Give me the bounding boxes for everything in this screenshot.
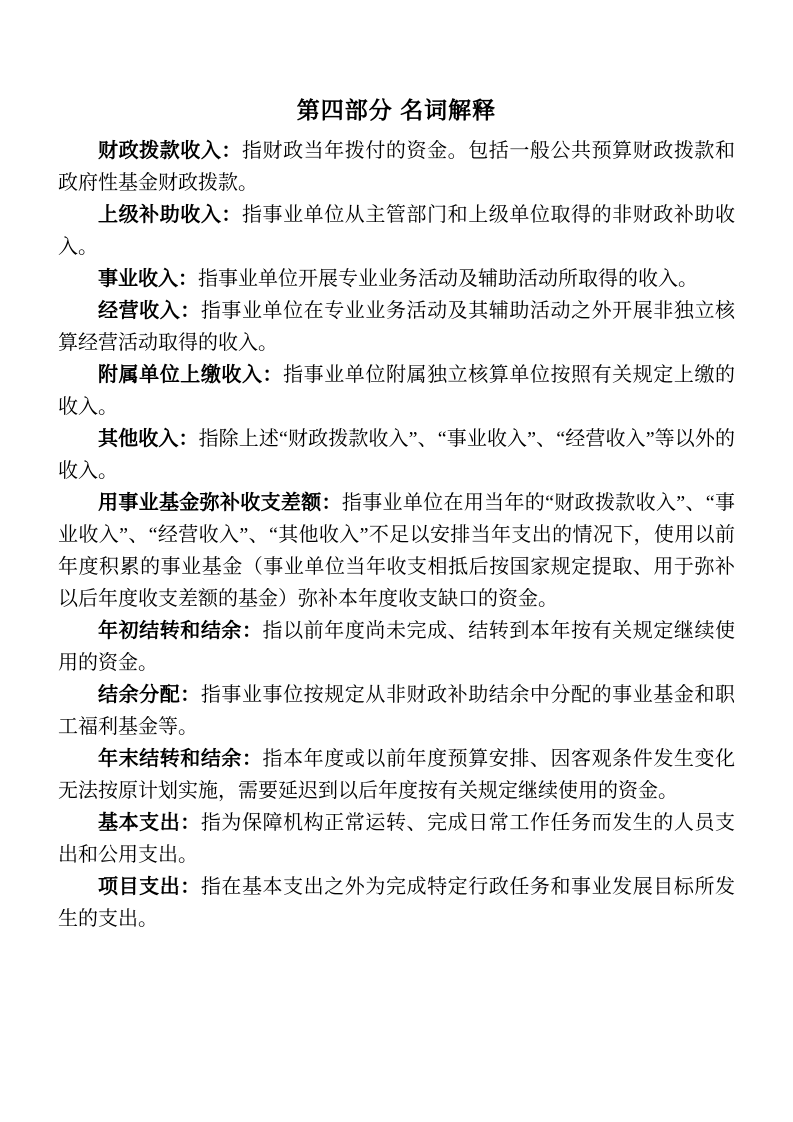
term-paragraph <box>58 743 735 807</box>
term-paragraph <box>58 615 735 679</box>
term-name: 年初结转和结余： <box>98 620 263 642</box>
term-definition: 指事业单位附属独立核算单位按照有关规定上缴的收入。 <box>58 364 736 418</box>
term-paragraph <box>58 807 735 871</box>
term-name: 事业收入： <box>98 268 198 290</box>
term-name: 财政拨款收入： <box>98 140 242 162</box>
term-paragraph <box>58 487 735 615</box>
term-definition: 指以前年度尚未完成、结转到本年按有关规定继续使用的资金。 <box>58 620 736 674</box>
term-definition: 指事业单位在用当年的“财政拨款收入”、“事业收入”、“经营收入”、“其他收入”不足以安排当年支出的情况下，使用以前年度积累的事业基金（事业单位当年收支相抵后按国家规定提取、用于弥补以后年度收支差额的基金）弥补本年度收支缺口的资金。 <box>58 492 735 610</box>
page-title: 第四部分 名词解释 <box>296 97 497 123</box>
term-name: 结余分配： <box>98 684 201 706</box>
term-paragraph <box>58 135 735 199</box>
term-name: 项目支出： <box>98 876 201 898</box>
term-definition: 指事业单位从主管部门和上级单位取得的非财政补助收入。 <box>58 204 736 258</box>
term-name: 其他收入： <box>98 428 199 450</box>
term-paragraph <box>58 295 735 359</box>
term-name: 基本支出： <box>98 812 201 834</box>
term-paragraph <box>58 199 735 263</box>
term-name: 经营收入： <box>98 300 201 322</box>
term-paragraph <box>58 871 735 935</box>
term-definition: 指为保障机构正常运转、完成日常工作任务而发生的人员支出和公用支出。 <box>58 812 736 866</box>
term-name: 上级补助收入： <box>98 204 242 226</box>
term-name: 用事业基金弥补收支差额： <box>98 492 342 514</box>
term-definition: 指在基本支出之外为完成特定行政任务和事业发展目标所发生的支出。 <box>58 876 736 930</box>
term-name: 附属单位上缴收入： <box>98 364 284 386</box>
term-paragraph <box>58 423 735 487</box>
term-paragraph <box>58 359 735 423</box>
term-paragraph <box>58 679 735 743</box>
term-definition: 指事业单位开展专业业务活动及辅助活动所取得的收入。 <box>198 268 698 290</box>
terms-list <box>58 135 735 935</box>
term-name: 年末结转和结余： <box>98 748 263 770</box>
term-definition: 指事业事位按规定从非财政补助结余中分配的事业基金和职工福利基金等。 <box>58 684 736 738</box>
term-paragraph <box>58 263 735 295</box>
term-definition: 指本年度或以前年度预算安排、因客观条件发生变化无法按原计划实施，需要延迟到以后年度按有关规定继续使用的资金。 <box>58 748 736 802</box>
term-definition: 指事业单位在专业业务活动及其辅助活动之外开展非独立核算经营活动取得的收入。 <box>58 300 736 354</box>
term-definition: 指除上述“财政拨款收入”、“事业收入”、“经营收入”等以外的收入。 <box>58 428 736 482</box>
term-definition: 指财政当年拨付的资金。包括一般公共预算财政拨款和政府性基金财政拨款。 <box>58 140 736 194</box>
